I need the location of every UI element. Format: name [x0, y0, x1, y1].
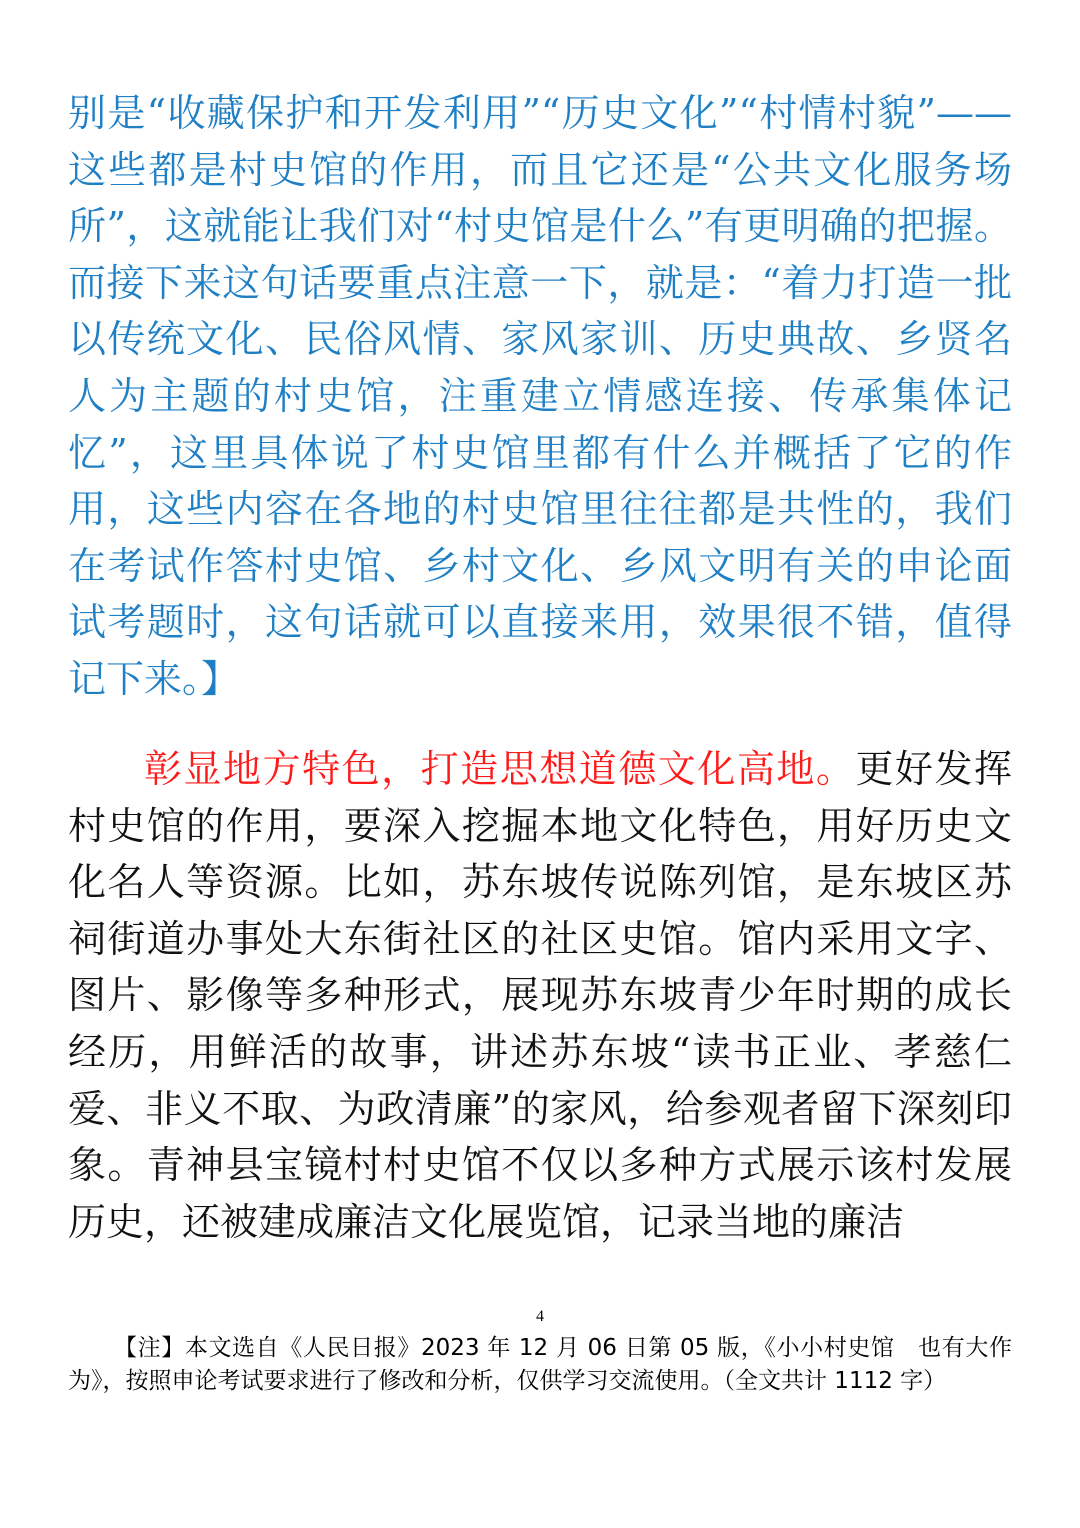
section-heading: 彰显地方特色，打造思想道德文化高地。 [144, 747, 856, 791]
source-note: 【注】本文选自《人民日报》2023 年 12 月 06 日第 05 版，《小小村史馆 也有大作为》，按照申论考试要求进行了修改和分析，仅供学习交流使用。（全文共计 1112 字） [68, 1335, 1012, 1394]
analysis-paragraph: 别是“收藏保护和开发利用”“历史文化”“村情村貌”——这些都是村史馆的作用，而且它还是“公共文化服务场所”，这就能让我们对“村史馆是什么”有更明确的把握。而接下来这句话要重点注意一下，就是：“着力打造一批以传统文化、民俗风情、家风家训、历史典故、乡贤名人为主题的村史馆，注重建立情感连接、传承集体记忆”，这里具体说了村史馆里都有什么并概括了它的作用，这些内容在各地的村史馆里往往都是共性的，我们在考试作答村史馆、乡村文化、乡风文明有关的申论面试考题时，这句话就可以直接来用，效果很不错，值得记下来。】 [68, 91, 1012, 701]
section-paragraph [68, 741, 1012, 1250]
section-body: 更好发挥村史馆的作用，要深入挖掘本地文化特色，用好历史文化名人等资源。比如，苏东坡传说陈列馆，是东坡区苏祠街道办事处大东街社区的社区史馆。馆内采用文字、图片、影像等多种形式，展现苏东坡青少年时期的成长经历，用鲜活的故事，讲述苏东坡“读书正业、孝慈仁爱、非义不取、为政清廉”的家风，给参观者留下深刻印象。青神县宝镜村村史馆不仅以多种方式展示该村发展历史，还被建成廉洁文化展览馆，记录当地的廉洁 [68, 747, 1012, 1244]
page-number: 4 [536, 1308, 544, 1325]
